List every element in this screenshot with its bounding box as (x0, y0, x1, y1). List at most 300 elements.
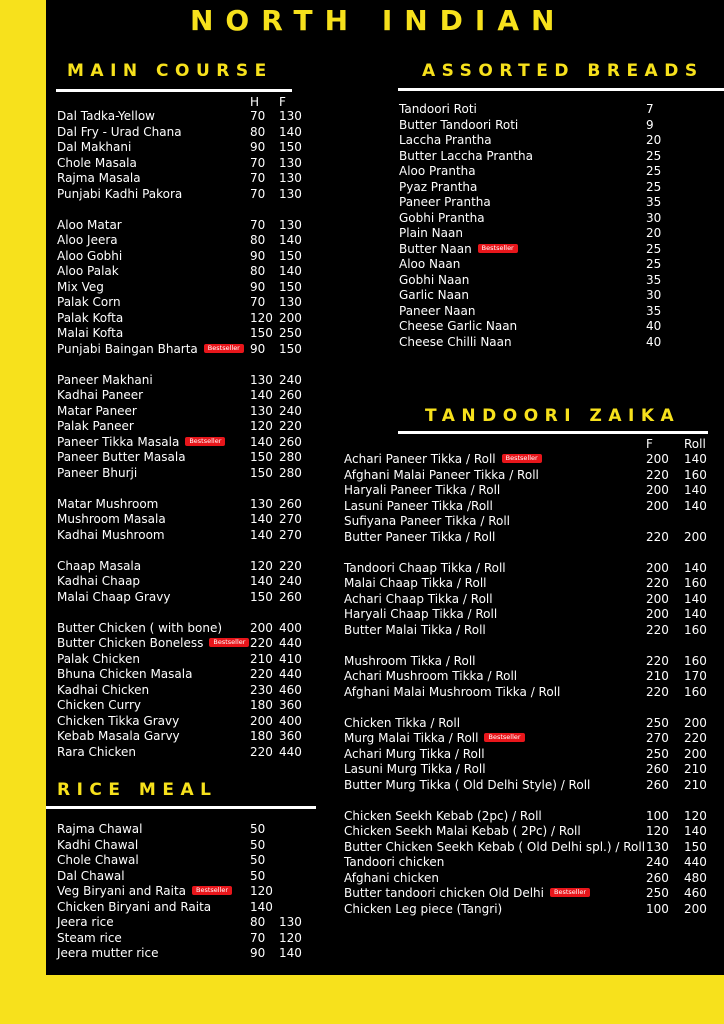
menu-item (344, 452, 714, 468)
item-name: Kadhai Paneer (57, 388, 144, 402)
item-name: Paneer Naan (399, 303, 476, 318)
item-name: Aloo Matar (57, 217, 122, 232)
price-roll: 210 (684, 777, 707, 792)
tandoori-col-f: F (646, 437, 653, 451)
menu-item (399, 102, 689, 118)
price: 40 (646, 319, 662, 333)
item-name: Tandoori Chaap Tikka / Roll (344, 560, 506, 575)
menu-item (344, 483, 714, 499)
bestseller-badge: Bestseller (502, 454, 542, 463)
price-full: 440 (279, 667, 302, 681)
item-name: Aloo Palak (57, 264, 119, 278)
price: 9 (646, 117, 654, 132)
item-name: Malai Chaap Tikka / Roll (344, 576, 487, 590)
group-gap (344, 545, 714, 561)
item-name: Chicken Tikka Gravy (57, 713, 180, 728)
price-half: 70 (250, 295, 266, 309)
menu-item (344, 731, 714, 747)
price-full: 220 (646, 653, 669, 668)
price-half: 140 (250, 899, 273, 914)
price-half: 130 (250, 372, 273, 387)
price-full: 260 (279, 589, 302, 604)
item-name: Sufiyana Paneer Tikka / Roll (344, 514, 510, 528)
menu-item (57, 295, 317, 311)
price: 40 (646, 334, 662, 349)
bestseller-badge: Bestseller (209, 638, 249, 647)
main-course-title: MAIN COURSE (67, 61, 273, 81)
item-name: Kadhi Chawal (57, 837, 139, 852)
main-course-col-h: H (250, 95, 260, 109)
menu-item (57, 311, 317, 327)
menu-item (57, 326, 317, 342)
price: 25 (646, 148, 662, 163)
menu-item (344, 824, 714, 840)
price-roll: 140 (684, 560, 707, 575)
item-name: Steam rice (57, 930, 122, 945)
menu-item (57, 450, 317, 466)
price-half: 210 (250, 651, 273, 666)
price-roll: 160 (684, 576, 707, 590)
menu-item (344, 762, 714, 778)
menu-item (399, 335, 689, 351)
price-full: 260 (646, 870, 669, 885)
price-half: 50 (250, 853, 266, 867)
menu-item (57, 528, 317, 544)
menu-item (344, 468, 714, 484)
item-name: Paneer Makhani (57, 372, 153, 387)
item-name: Chicken Curry (57, 698, 141, 712)
price-half: 150 (250, 326, 273, 340)
price-half: 140 (250, 527, 273, 542)
price-full: 100 (646, 901, 669, 916)
item-name: Aloo Prantha (399, 164, 476, 178)
menu-item (57, 233, 317, 249)
price-roll: 160 (684, 467, 707, 482)
item-name: Gobhi Prantha (399, 210, 485, 225)
menu-item (57, 652, 317, 668)
menu-item (344, 592, 714, 608)
price-half: 200 (250, 620, 273, 635)
item-name: Achari Mushroom Tikka / Roll (344, 669, 518, 683)
item-name: Gobhi Naan (399, 272, 470, 287)
menu-item (344, 499, 714, 515)
price-half: 70 (250, 930, 266, 945)
item-name: Malai Chaap Gravy (57, 589, 171, 604)
menu-item (57, 388, 317, 404)
item-name: Jeera rice (57, 915, 114, 929)
menu-item (344, 886, 714, 902)
price-half: 90 (250, 341, 266, 356)
price-full: 130 (279, 295, 302, 309)
menu-item (344, 902, 714, 918)
price-half: 90 (250, 248, 266, 263)
menu-item (344, 747, 714, 763)
price-full: 140 (279, 124, 302, 139)
item-name: Afghani Malai Mushroom Tikka / Roll (344, 684, 561, 699)
menu-item (399, 180, 689, 196)
price-full: 140 (279, 264, 302, 278)
price-full: 260 (646, 762, 669, 776)
assorted-breads-title: ASSORTED BREADS (422, 61, 704, 81)
price-full: 220 (646, 622, 669, 637)
menu-item (57, 714, 317, 730)
price-roll: 160 (684, 684, 707, 699)
menu-item (57, 915, 317, 931)
item-name: Paneer Prantha (399, 195, 491, 209)
price-half: 220 (250, 667, 273, 681)
group-gap (57, 357, 317, 373)
item-name: Dal Chawal (57, 868, 125, 883)
menu-item (57, 342, 317, 358)
item-name: Palak Kofta (57, 310, 124, 325)
menu-item (399, 226, 689, 242)
menu-item (57, 373, 317, 389)
price-full: 240 (279, 403, 302, 418)
price-full: 130 (646, 839, 669, 854)
price-full: 440 (279, 636, 302, 650)
item-name: Chicken Leg piece (Tangri) (344, 901, 503, 916)
price-full: 200 (646, 607, 669, 621)
menu-item (57, 869, 317, 885)
price: 25 (646, 179, 662, 194)
bestseller-badge: Bestseller (484, 733, 524, 742)
price: 30 (646, 288, 662, 302)
price-full: 130 (279, 217, 302, 232)
price-full: 120 (646, 824, 669, 838)
item-name: Butter tandoori chicken Old Delhi Bestseller (344, 886, 590, 902)
group-gap (344, 793, 714, 809)
menu-item (57, 822, 317, 838)
menu-item (57, 512, 317, 528)
tandoori-zaika-title: TANDOORI ZAIKA (425, 406, 681, 426)
menu-item (57, 249, 317, 265)
price-half: 140 (250, 388, 273, 402)
menu-item (57, 466, 317, 482)
price-full: 280 (279, 465, 302, 480)
item-name: Mushroom Masala (57, 512, 166, 526)
menu-item (57, 698, 317, 714)
group-gap (57, 543, 317, 559)
menu-item (344, 607, 714, 623)
price-half: 80 (250, 124, 266, 139)
price-roll: 200 (684, 529, 707, 544)
price-full: 240 (279, 574, 302, 588)
price-half: 70 (250, 109, 266, 123)
menu-item (57, 171, 317, 187)
item-name: Dal Makhani (57, 140, 132, 154)
item-name: Kadhai Chicken (57, 682, 150, 697)
menu-item (57, 574, 317, 590)
menu-item (57, 559, 317, 575)
menu-item (57, 745, 317, 761)
price-full: 150 (279, 248, 302, 263)
price-full: 260 (279, 496, 302, 511)
price-full: 260 (279, 434, 302, 449)
bestseller-badge: Bestseller (204, 344, 244, 353)
price-full: 240 (279, 372, 302, 387)
item-name: Paneer Bhurji (57, 465, 138, 480)
group-gap (57, 202, 317, 218)
price-roll: 200 (684, 715, 707, 730)
rice-meal-title: RICE MEAL (57, 780, 218, 800)
price-roll: 140 (684, 607, 707, 621)
menu-item (57, 218, 317, 234)
price: 25 (646, 241, 662, 256)
item-name: Mix Veg (57, 279, 104, 294)
menu-item (57, 621, 317, 637)
price-half: 120 (250, 310, 273, 325)
item-name: Tandoori chicken (344, 855, 445, 869)
price-roll: 120 (684, 808, 707, 823)
item-name: Chole Masala (57, 155, 137, 170)
price: 7 (646, 102, 654, 116)
item-name: Achari Murg Tikka / Roll (344, 746, 485, 761)
menu-item (344, 809, 714, 825)
price-full: 200 (646, 560, 669, 575)
price-half: 70 (250, 171, 266, 185)
price-full: 200 (279, 310, 302, 325)
price-roll: 440 (684, 855, 707, 869)
menu-item (344, 669, 714, 685)
item-name: Paneer Butter Masala (57, 450, 186, 464)
price-half: 80 (250, 915, 266, 929)
item-name: Punjabi Kadhi Pakora (57, 186, 183, 201)
menu-item (344, 855, 714, 871)
menu-item (57, 946, 317, 962)
page-title: NORTH INDIAN (190, 4, 567, 37)
price-full: 410 (279, 651, 302, 666)
bestseller-badge: Bestseller (478, 244, 518, 253)
price-full: 280 (279, 450, 302, 464)
menu-item (57, 667, 317, 683)
item-name: Bhuna Chicken Masala (57, 667, 193, 681)
price-full: 400 (279, 620, 302, 635)
item-name: Rara Chicken (57, 744, 136, 759)
item-name: Chicken Seekh Kebab (2pc) / Roll (344, 808, 542, 823)
price-half: 180 (250, 698, 273, 712)
item-name: Mushroom Tikka / Roll (344, 653, 476, 668)
price-full: 250 (646, 746, 669, 761)
price-roll: 140 (684, 591, 707, 606)
price-half: 120 (250, 558, 273, 573)
menu-item (57, 853, 317, 869)
price-full: 260 (646, 777, 669, 792)
price-half: 150 (250, 589, 273, 604)
menu-item (57, 140, 317, 156)
item-name: Matar Paneer (57, 403, 137, 418)
price-full: 400 (279, 713, 302, 728)
menu-item (344, 561, 714, 577)
item-name: Palak Corn (57, 295, 121, 309)
price-half: 50 (250, 837, 266, 852)
group-gap (57, 605, 317, 621)
item-name: Chicken Biryani and Raita (57, 899, 212, 914)
item-name: Malai Kofta (57, 326, 124, 340)
menu-item (57, 497, 317, 513)
price: 25 (646, 164, 662, 178)
menu-item (57, 683, 317, 699)
price-full: 130 (279, 171, 302, 185)
rice-meal-divider (46, 806, 316, 809)
item-name: Butter Murg Tikka ( Old Delhi Style) / Roll (344, 777, 591, 792)
price-roll: 160 (684, 622, 707, 637)
item-name: Chicken Tikka / Roll (344, 715, 461, 730)
item-name: Chole Chawal (57, 853, 139, 867)
price: 20 (646, 226, 662, 240)
menu-item (344, 778, 714, 794)
price-full: 250 (279, 326, 302, 340)
item-name: Jeera mutter rice (57, 946, 159, 960)
price-roll: 220 (684, 731, 707, 745)
price-full: 200 (646, 498, 669, 513)
price-full: 210 (646, 669, 669, 683)
main-course-list (57, 109, 317, 760)
price-full: 140 (279, 233, 302, 247)
menu-item (399, 257, 689, 273)
bestseller-badge: Bestseller (550, 888, 590, 897)
price-full: 130 (279, 155, 302, 170)
menu-item (57, 264, 317, 280)
main-course-col-f: F (279, 95, 286, 109)
item-name: Rajma Chawal (57, 822, 143, 836)
price-full: 240 (646, 855, 669, 869)
group-gap (344, 638, 714, 654)
price-full: 130 (279, 109, 302, 123)
menu-item (57, 156, 317, 172)
item-name: Garlic Naan (399, 288, 469, 302)
price-half: 140 (250, 574, 273, 588)
price-half: 50 (250, 822, 266, 836)
price-half: 180 (250, 729, 273, 743)
price-full: 440 (279, 744, 302, 759)
price-full: 360 (279, 698, 302, 712)
price-full: 220 (646, 576, 669, 590)
price-half: 70 (250, 186, 266, 201)
item-name: Afghani chicken (344, 870, 439, 885)
menu-item (399, 149, 689, 165)
price-half: 90 (250, 946, 266, 960)
menu-item (344, 685, 714, 701)
price-roll: 480 (684, 870, 707, 885)
price-full: 360 (279, 729, 302, 743)
item-name: Rajma Masala (57, 171, 141, 185)
menu-item (344, 840, 714, 856)
tandoori-zaika-list (344, 452, 714, 917)
item-name: Murg Malai Tikka / Roll Bestseller (344, 731, 525, 747)
bestseller-badge: Bestseller (192, 886, 232, 895)
price-half: 150 (250, 465, 273, 480)
menu-item (399, 195, 689, 211)
item-name: Aloo Naan (399, 257, 461, 271)
price-full: 140 (279, 946, 302, 960)
menu-item (344, 623, 714, 639)
price-half: 220 (250, 744, 273, 759)
group-gap (344, 700, 714, 716)
item-name: Cheese Garlic Naan (399, 319, 518, 333)
item-name: Chaap Masala (57, 558, 142, 573)
price-roll: 140 (684, 452, 707, 466)
menu-item (399, 118, 689, 134)
menu-item (57, 590, 317, 606)
price: 35 (646, 303, 662, 318)
menu-item (57, 838, 317, 854)
price-half: 140 (250, 434, 273, 449)
item-name: Veg Biryani and Raita Bestseller (57, 884, 232, 900)
menu-item (344, 576, 714, 592)
item-name: Butter Chicken ( with bone) (57, 620, 223, 635)
menu-item (399, 288, 689, 304)
price-full: 220 (646, 467, 669, 482)
menu-item (344, 654, 714, 670)
item-name: Laccha Prantha (399, 133, 492, 147)
price-half: 70 (250, 155, 266, 170)
menu-item (399, 211, 689, 227)
price-full: 200 (646, 452, 669, 466)
menu-item (57, 419, 317, 435)
item-name: Aloo Gobhi (57, 248, 123, 263)
menu-item (57, 900, 317, 916)
item-name: Dal Tadka-Yellow (57, 109, 155, 123)
price-full: 100 (646, 808, 669, 823)
menu-item (399, 304, 689, 320)
price-full: 460 (279, 682, 302, 697)
price: 35 (646, 195, 662, 209)
tandoori-col-roll: Roll (684, 437, 706, 451)
price-roll: 140 (684, 483, 707, 497)
item-name: Butter Laccha Prantha (399, 148, 533, 163)
item-name: Aloo Jeera (57, 233, 118, 247)
main-course-divider (56, 89, 292, 92)
price-half: 80 (250, 264, 266, 278)
price-full: 250 (646, 886, 669, 900)
price-half: 200 (250, 713, 273, 728)
item-name: Haryali Paneer Tikka / Roll (344, 483, 501, 497)
price-full: 270 (279, 512, 302, 526)
price-half: 80 (250, 233, 266, 247)
price-half: 90 (250, 140, 266, 154)
price-roll: 160 (684, 653, 707, 668)
menu-item (57, 404, 317, 420)
item-name: Cheese Chilli Naan (399, 334, 512, 349)
assorted-breads-list (399, 102, 689, 350)
price-half: 120 (250, 419, 273, 433)
item-name: Butter Chicken Seekh Kebab ( Old Delhi spl.) / Roll (344, 839, 646, 854)
price-full: 220 (646, 684, 669, 699)
price-full: 150 (279, 279, 302, 294)
item-name: Achari Chaap Tikka / Roll (344, 591, 493, 606)
item-name: Tandoori Roti (399, 102, 477, 116)
menu-item (57, 280, 317, 296)
item-name: Palak Paneer (57, 419, 134, 433)
item-name: Achari Paneer Tikka / Roll Bestseller (344, 452, 542, 468)
price-full: 250 (646, 715, 669, 730)
price-roll: 200 (684, 746, 707, 761)
price-full: 200 (646, 483, 669, 497)
price-full: 220 (279, 419, 302, 433)
price-half: 130 (250, 403, 273, 418)
item-name: Plain Naan (399, 226, 463, 240)
price-full: 220 (279, 558, 302, 573)
price-half: 90 (250, 279, 266, 294)
price: 20 (646, 133, 662, 147)
menu-item (344, 716, 714, 732)
item-name: Matar Mushroom (57, 496, 159, 511)
menu-item (399, 133, 689, 149)
price-full: 120 (279, 930, 302, 945)
price-half: 50 (250, 868, 266, 883)
price-half: 220 (250, 636, 273, 650)
price-full: 270 (279, 527, 302, 542)
